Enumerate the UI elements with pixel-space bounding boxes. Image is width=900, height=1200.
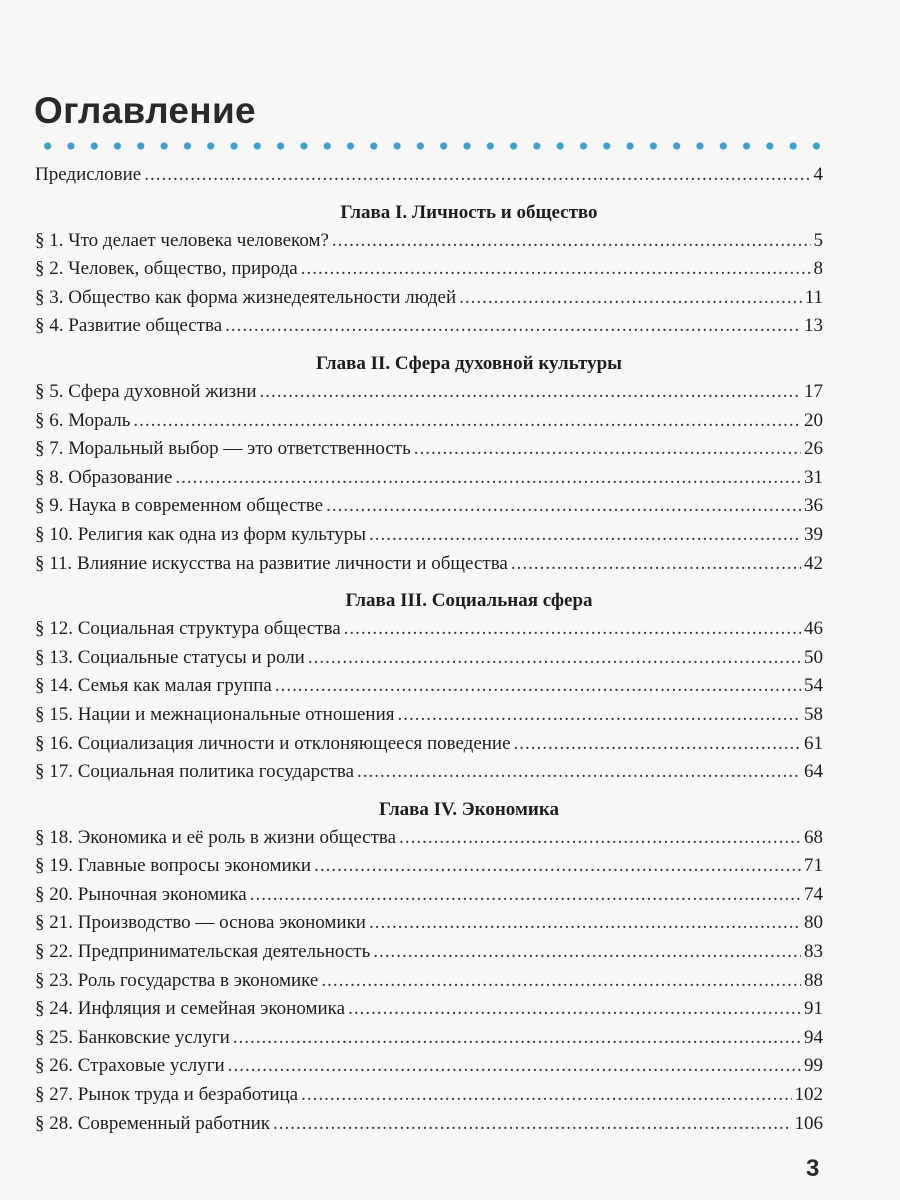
toc-entry-label: § 9. Наука в современном обществе	[35, 495, 324, 517]
toc-entry-label: § 25. Банковские услуги	[35, 1026, 230, 1048]
toc-entry-label: § 8. Образование	[35, 466, 173, 488]
toc-entry-label: § 6. Мораль	[35, 409, 131, 431]
toc-entry[interactable]	[35, 312, 823, 341]
dot-leader	[369, 909, 801, 938]
toc-entry-page: 20	[804, 409, 823, 431]
dot-leader	[273, 1110, 791, 1139]
toc-entry-page: 4	[813, 164, 823, 185]
toc-entry-label: § 23. Роль государства в экономике	[35, 969, 319, 991]
toc-entry[interactable]	[35, 615, 823, 644]
toc-entry[interactable]	[35, 1024, 823, 1053]
toc-entry-page: 42	[804, 552, 823, 574]
toc-entry[interactable]	[35, 464, 823, 493]
toc-entry[interactable]	[35, 824, 823, 853]
toc-entry[interactable]	[35, 407, 823, 436]
toc-entry[interactable]	[35, 730, 823, 759]
toc-entry-label: § 24. Инфляция и семейная экономика	[35, 998, 346, 1020]
chapter-heading: Глава I. Личность и общество	[340, 201, 598, 223]
dot-leader	[314, 852, 801, 881]
toc-entry[interactable]	[35, 758, 823, 787]
toc-entry-page: 88	[804, 969, 823, 991]
toc-entry-label: § 11. Влияние искусства на развитие личности и общества	[35, 552, 508, 574]
toc-entry-page: 91	[804, 998, 823, 1020]
toc-entry-page: 80	[804, 912, 823, 934]
dot-leader	[414, 435, 801, 464]
toc-entry-page: 71	[804, 855, 823, 877]
dot-leader	[459, 284, 802, 313]
dot-leader	[301, 255, 811, 284]
toc-entry-page: 39	[804, 523, 823, 545]
toc-entry-label: § 7. Моральный выбор — это ответственность	[35, 438, 411, 460]
toc-entry[interactable]	[35, 1081, 823, 1110]
toc-entry-page: 83	[804, 941, 823, 963]
toc-entry-label: § 17. Социальная политика государства	[35, 761, 355, 783]
toc-entry-label: § 12. Социальная структура общества	[35, 618, 341, 640]
toc-entry[interactable]	[35, 378, 823, 407]
toc-entry-page: 11	[804, 286, 823, 308]
toc-entry[interactable]	[35, 967, 823, 996]
dot-leader	[332, 227, 811, 256]
toc-entry-page: 31	[804, 466, 823, 488]
dot-leader	[260, 378, 802, 407]
toc-entry-label: § 27. Рынок труда и безработица	[35, 1084, 299, 1106]
toc-entry[interactable]	[35, 644, 823, 673]
toc-entry-page: 13	[804, 315, 823, 337]
dot-leader	[225, 312, 801, 341]
toc-entry[interactable]	[35, 852, 823, 881]
toc-entry-page: 26	[804, 438, 823, 460]
dot-leader	[344, 615, 801, 644]
toc-entry[interactable]	[35, 938, 823, 967]
toc-entry[interactable]	[35, 1052, 823, 1081]
toc-entry-label: § 21. Производство — основа экономики	[35, 912, 366, 934]
chapter-heading: Глава III. Социальная сфера	[345, 590, 593, 612]
toc-entry-page: 106	[794, 1112, 823, 1134]
toc-entry[interactable]	[35, 521, 823, 550]
toc-entry-label: § 1. Что делает человека человеком?	[35, 229, 329, 251]
toc-entry-label: § 4. Развитие общества	[35, 315, 223, 337]
chapter-heading: Глава IV. Экономика	[379, 798, 559, 820]
toc-entry[interactable]	[35, 161, 823, 190]
toc-entry-label: § 15. Нации и межнациональные отношения	[35, 703, 395, 725]
dot-leader	[275, 672, 801, 701]
toc-entry-page: 94	[804, 1026, 823, 1048]
toc-entry-label: § 20. Рыночная экономика	[35, 883, 247, 905]
page-title: Оглавление	[34, 90, 256, 131]
toc-entry-label: § 19. Главные вопросы экономики	[35, 855, 312, 877]
toc-entry-page: 64	[804, 761, 823, 783]
toc-entry[interactable]	[35, 284, 823, 313]
toc-entry-label: Предисловие	[35, 164, 142, 185]
dot-leader	[133, 407, 801, 436]
dot-leader	[514, 730, 801, 759]
toc-entry-page: 54	[804, 675, 823, 697]
dot-leader	[301, 1081, 791, 1110]
dot-leader	[233, 1024, 801, 1053]
toc-entry-page: 74	[804, 883, 823, 905]
page-number: 3	[806, 1155, 820, 1182]
dot-leader	[369, 521, 801, 550]
toc-entry-page: 61	[804, 732, 823, 754]
toc-entry-page: 17	[804, 380, 823, 402]
toc-entry-page: 102	[794, 1084, 823, 1106]
toc-entry-page: 8	[813, 258, 823, 280]
toc-entry-label: § 2. Человек, общество, природа	[35, 258, 298, 280]
toc-entry-page: 58	[804, 703, 823, 725]
dot-leader	[144, 161, 810, 190]
table-of-contents	[35, 161, 823, 1138]
chapter-heading: Глава II. Сфера духовной культуры	[315, 352, 622, 374]
dot-leader	[398, 701, 802, 730]
toc-entry-label: § 14. Семья как малая группа	[35, 675, 272, 697]
toc-entry-page: 50	[804, 646, 823, 668]
dot-leader	[308, 644, 801, 673]
toc-entry-page: 99	[804, 1055, 823, 1077]
toc-entry[interactable]	[35, 492, 823, 521]
dot-leader	[228, 1052, 801, 1081]
dot-leader	[250, 881, 801, 910]
dot-leader	[511, 550, 801, 579]
toc-entry-label: § 3. Общество как форма жизнедеятельности людей	[35, 286, 457, 308]
dot-leader	[175, 464, 801, 493]
dot-leader	[348, 995, 801, 1024]
toc-entry-label: § 18. Экономика и её роль в жизни общества	[35, 826, 397, 848]
toc-entry[interactable]	[35, 1110, 823, 1139]
toc-entry[interactable]	[35, 550, 823, 579]
dot-leader	[321, 967, 801, 996]
dot-leader	[357, 758, 801, 787]
toc-entry-label: § 16. Социализация личности и отклоняющееся поведение	[35, 732, 511, 754]
dotted-divider	[36, 141, 826, 151]
toc-entry-label: § 13. Социальные статусы и роли	[35, 646, 305, 668]
toc-entry-label: § 26. Страховые услуги	[35, 1055, 225, 1077]
toc-entry-label: § 5. Сфера духовной жизни	[35, 380, 257, 402]
toc-entry[interactable]	[35, 881, 823, 910]
toc-entry-label: § 22. Предпринимательская деятельность	[35, 941, 371, 963]
toc-entry[interactable]	[35, 701, 823, 730]
toc-entry[interactable]	[35, 435, 823, 464]
dot-leader	[326, 492, 801, 521]
toc-entry[interactable]	[35, 909, 823, 938]
toc-entry-page: 36	[804, 495, 823, 517]
toc-entry[interactable]	[35, 672, 823, 701]
toc-entry[interactable]	[35, 995, 823, 1024]
toc-entry-page: 46	[804, 618, 823, 640]
dot-leader	[373, 938, 801, 967]
toc-entry-label: § 28. Современный работник	[35, 1112, 271, 1134]
toc-entry-page: 5	[813, 229, 823, 251]
toc-entry-label: § 10. Религия как одна из форм культуры	[35, 523, 367, 545]
dot-leader	[399, 824, 801, 853]
toc-entry-page: 68	[804, 826, 823, 848]
toc-entry[interactable]	[35, 255, 823, 284]
toc-entry[interactable]	[35, 227, 823, 256]
